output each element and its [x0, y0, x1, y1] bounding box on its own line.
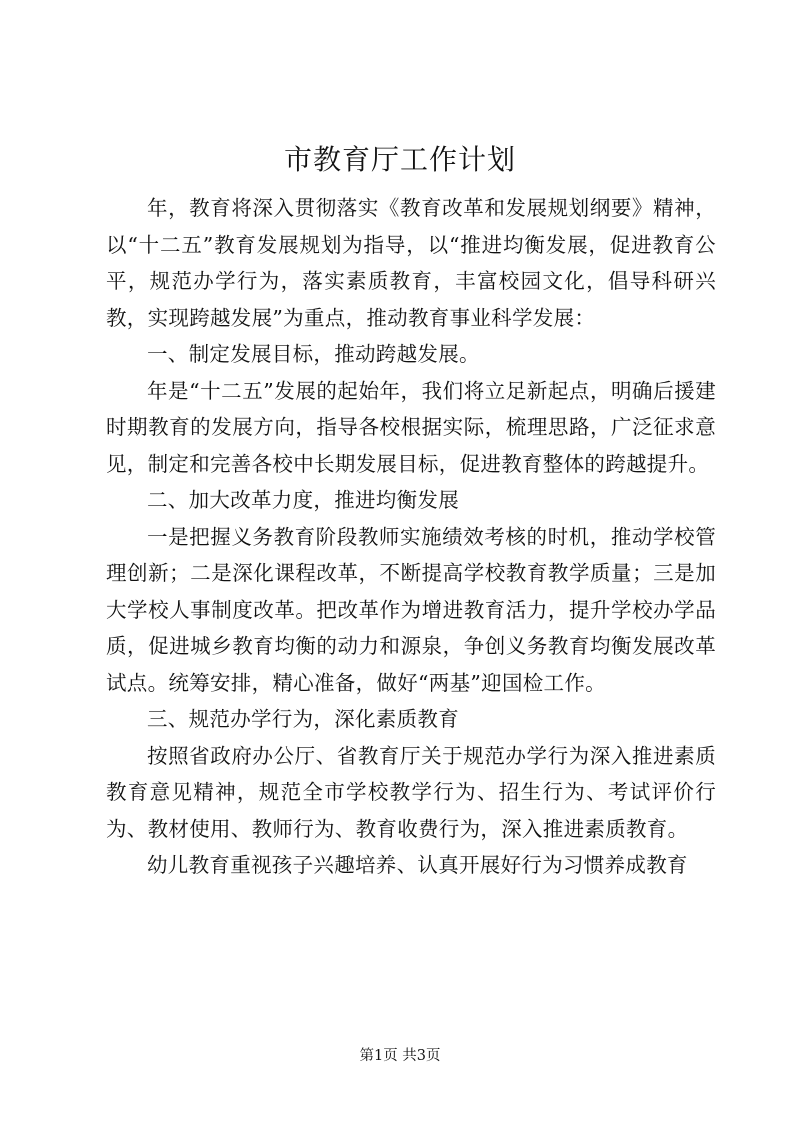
page-indicator: 第1页 共3页: [359, 1048, 441, 1064]
section-heading-3: 三、规范办学行为，深化素质教育: [147, 707, 459, 731]
section-heading-2: 二、加大改革力度，推进均衡发展: [147, 488, 459, 512]
section-heading-1: 一、制定发展目标，推动跨越发展。: [147, 342, 480, 366]
document-body: [106, 190, 716, 884]
paragraph-section-2: 一是把握义务教育阶段教师实施绩效考核的时机，推动学校管理创新；二是深化课程改革，不断提高学校教育教学质量；三是加大学校人事制度改革。把改革作为增进教育活力，提升学校办学品质，促进城乡教育均衡的动力和源泉，争创义务教育均衡发展改革试点。统筹安排，精心准备，做好“两基”迎国检工作。: [106, 524, 716, 695]
paragraph-section-1: 年是“十二五”发展的起始年，我们将立足新起点，明确后援建时期教育的发展方向，指导各校根据实际，梳理思路，广泛征求意见，制定和完善各校中长期发展目标，促进教育整体的跨越提升。: [106, 378, 716, 476]
paragraph-section-3: 按照省政府办公厅、省教育厅关于规范办学行为深入推进素质教育意见精神，规范全市学校教学行为、招生行为、考试评价行为、教材使用、教师行为、教育收费行为，深入推进素质教育。: [106, 743, 716, 841]
paragraph-intro: 年，教育将深入贯彻落实《教育改革和发展规划纲要》精神，以“十二五”教育发展规划为指导，以“推进均衡发展，促进教育公平，规范办学行为，落实素质教育，丰富校园文化，倡导科研兴教，实现跨越发展”为重点，推动教育事业科学发展：: [106, 196, 716, 330]
document-title: 市教育厅工作计划: [283, 143, 516, 176]
paragraph-preschool: 幼儿教育重视孩子兴趣培养、认真开展好行为习惯养成教育: [147, 853, 688, 877]
